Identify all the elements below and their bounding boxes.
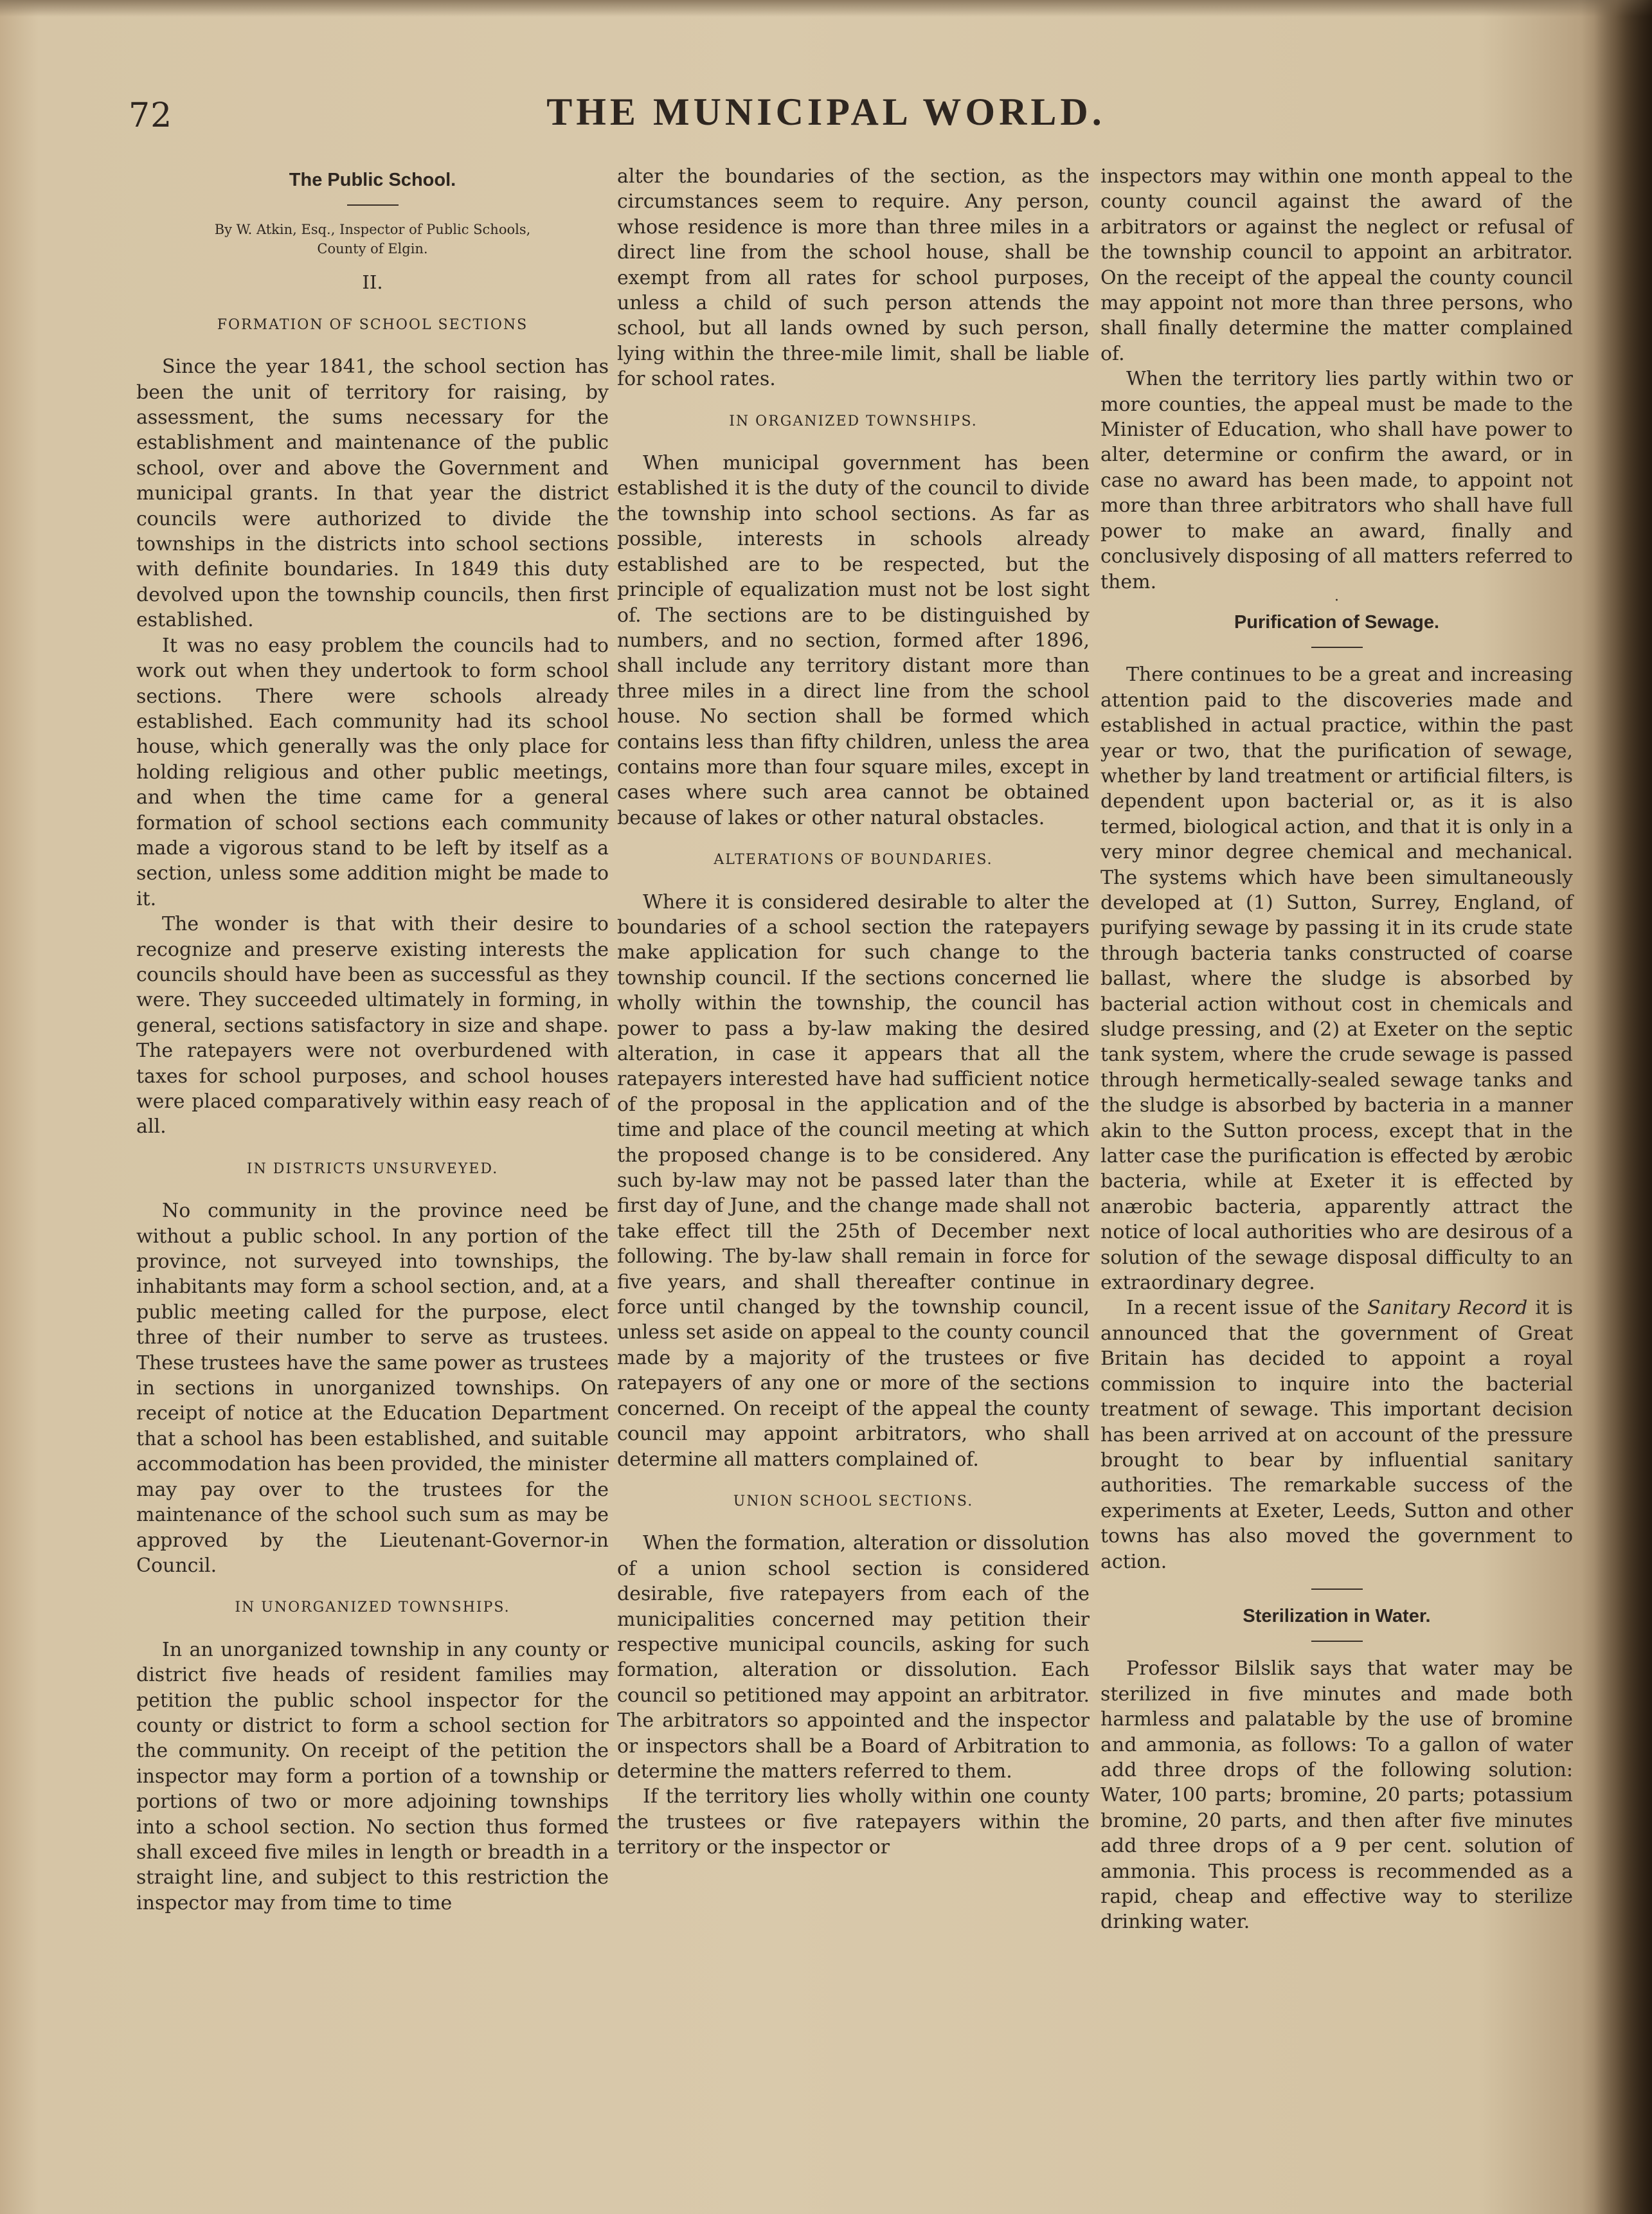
- part-number: II.: [362, 271, 383, 294]
- paragraph: In an unorganized township in any county or district five heads of resident families may petition the public school inspector for the county or district to form a school section for the community. On receipt of the petition the inspector may form a portion of a township or portions of two or more adjoining townships into a school section. No section thus formed shall exceed five miles in length or breadth in a straight line, and subject to this restriction the inspector may from time to time: [136, 1638, 609, 1914]
- paragraph: Professor Bilslik says that water may be sterilized in five minutes and made both harmless and palatable by the use of bromine and ammonia, as follows: To a gallon of water add three drops of the following solution: Water, 100 parts; bromine, 20 parts; potassium bromine, 20 parts, and then after five minutes add three drops of a 9 per cent. solution of ammonia. This process is recommended as a rapid, cheap and effective way to sterilize drinking water.: [1100, 1657, 1573, 1934]
- section-heading-organized: IN ORGANIZED TOWNSHIPS.: [729, 413, 978, 429]
- title-rule: [1311, 1641, 1363, 1642]
- page-top-edge: [0, 0, 1652, 17]
- column-2: [617, 164, 1090, 1860]
- masthead-title: THE MUNICIPAL WORLD.: [546, 91, 1106, 133]
- paragraph: If the territory lies wholly within one county the trustees or five ratepayers within the territory or the inspector or: [617, 1785, 1090, 1859]
- article-title-sewage: Purification of Sewage.: [1234, 611, 1440, 633]
- page-number: 72: [129, 96, 173, 135]
- column-1: [136, 164, 609, 1916]
- section-heading-unorganized: IN UNORGANIZED TOWNSHIPS.: [235, 1599, 510, 1616]
- publication-name: Sanitary Record: [1367, 1297, 1528, 1320]
- paragraph: Since the year 1841, the school section has been the unit of territory for raising, by assessment, the sums necessary for the establishment and maintenance of the public school, over and above the Government and municipal grants. In that year the district councils were authorized to divide the townships in the districts into school sections with definite boundaries. In 1849 this duty devolved upon the township councils, then first established.: [136, 356, 609, 632]
- paragraph-continued: alter the boundaries of the section, as the circumstances seem to require. Any person, whose residence is more than three miles in a direct line from the school house, shall be exempt from all rates for school purposes, unless a child of such person attends the school, but all lands owned by such person, lying within the three-mile limit, shall be liable for school rates.: [617, 165, 1090, 391]
- byline: [136, 220, 609, 258]
- paragraph: When the formation, alteration or dissolution of a union school section is considered desirable, five ratepayers from each of the municipalities concerned may petition their respective municipal councils, asking for such formation, alteration or dissolution. Each council so petitioned may appoint an arbitrator. The arbitrators so appointed and the inspector or inspectors shall be a Board of Arbitration to determine the matters referred to them.: [617, 1532, 1090, 1783]
- paragraph-continued: inspectors may within one month appeal to the county council against the award of the arbitrators or against the neglect or refusal of the township council to appoint an arbitrator. On the receipt of the appeal the county council may appoint not more than three persons, who shall finally determine the matter complained of.: [1100, 165, 1573, 365]
- article-title-public-school: The Public School.: [289, 170, 456, 190]
- book-gutter-shadow: [1581, 0, 1652, 2214]
- paragraph: No community in the province need be without a public school. In any portion of the province, not surveyed into townships, the inhabitants may form a school section, and, at a public meeting called for the purpose, elect three of their number to serve as trustees. These trustees have the same power as trustees in sections in unorganized townships. On receipt of notice at the Education Department that a school has been established, and suitable accommodation has been provided, the minister may pay over to the trustees for the maintenance of the school such sum as may be approved by the Lieutenant-Governor-in Council.: [136, 1200, 609, 1577]
- byline-line-1: By W. Atkin, Esq., Inspector of Public Schools,: [214, 222, 531, 238]
- section-heading-union: UNION SCHOOL SECTIONS.: [733, 1493, 974, 1509]
- paragraph: There continues to be a great and increasing attention paid to the discoveries made and established in actual practice, within the past year or two, that the purification of sewage, whether by land treatment or artificial filters, is dependent upon bacterial or, as it is also termed, biological action, and that it is only in a very minor degree chemical and mechanical. The systems which have been simultaneously developed at (1) Sutton, Surrey, England, of purifying sewage by passing it in its crude state through bacteria tanks constructed of coarse ballast, where the sludge is absorbed by bacterial action without cost in chemicals and sludge pressing, and (2) at Exeter on the septic tank system, where the crude sewage is passed through hermetically-sealed sewage tanks and the sludge is absorbed by bacteria in a manner akin to the Sutton process, except that in the latter case the purification is effected by ærobic bacteria, while at Exeter it is effected by anærobic bacteria, apparently attract the notice of local authorities who are desirous of a solution of the sewage disposal difficulty to an extraordinary degree.: [1100, 663, 1573, 1295]
- separator-dot: ·: [1334, 592, 1339, 609]
- paragraph: In a recent issue of the Sanitary Record it is announced that the government of Great Britain has decided to appoint a royal commission to inquire into the bacterial treatment of sewage. This important decision has been arrived at on account of the pressure brought to bear by influential sanitary authorities. The remarkable success of the experiments at Exeter, Leeds, Sutton and other towns has also moved the government to action.: [1100, 1297, 1574, 1573]
- title-rule: [347, 204, 399, 206]
- paragraph: It was no easy problem the councils had to work out when they undertook to form school sections. There were schools already established. Each community had its school house, which generally was the only place for holding religious and other public meetings, and when the time came for a general formation of school sections each community made a vigorous stand to be left by itself as a section, unless some addition might be made to it.: [136, 634, 609, 910]
- paragraph: When the territory lies partly within two or more counties, the appeal must be made to the Minister of Education, who shall have power to alter, determine or confirm the award, or in case no award has been made, to appoint not more than three arbitrators who shall have full power to make an award, finally and conclusively disposing of all matters referred to them.: [1100, 368, 1573, 593]
- section-heading-formation: FORMATION OF SCHOOL SECTIONS: [217, 316, 528, 333]
- paragraph: When municipal government has been established it is the duty of the council to divide the township into school sections. As far as possible, interests in schools already established are to be respected, but the principle of equalization must not be lost sight of. The sections are to be distinguished by numbers, and no section, formed after 1896, shall include any territory distant more than three miles in a direct line from the school house. No section shall be formed which contains less than fifty children, unless the area contains more than four square miles, except in cases where such area cannot be obtained because of lakes or other natural obstacles.: [617, 452, 1090, 829]
- byline-line-2: County of Elgin.: [317, 241, 428, 257]
- title-rule: [1311, 647, 1363, 648]
- column-3: [1100, 164, 1573, 1935]
- section-heading-unsurveyed: IN DISTRICTS UNSURVEYED.: [246, 1160, 499, 1177]
- paragraph: The wonder is that with their desire to recognize and preserve existing interests the councils should have been as successful as they were. They succeeded ultimately in forming, in general, sections satisfactory in size and shape. The ratepayers were not overburdened with taxes for school purposes, and school houses were placed comparatively within easy reach of all.: [136, 913, 609, 1138]
- article-rule: [1311, 1589, 1363, 1590]
- paragraph: Where it is considered desirable to alter the boundaries of a school section the ratepayers make application for such change to the township council. If the sections concerned lie wholly within the township, the council has power to pass a by-law making the desired alteration, in case it appears that all the ratepayers interested have had sufficient notice of the proposal in the application and of the time and place of the council meeting at which the proposed change is to be considered. Any such by-law may not be passed later than the first day of June, and the change made shall not take effect till the 25th of December next following. The by-law shall remain in force for five years, and shall thereafter continue in force until changed by the township council, unless set aside on appeal to the county council made by a majority of the trustees or five ratepayers of any one or more of the sections concerned. On receipt of the appeal the county council may appoint arbitrators, who shall determine all matters complained of.: [617, 890, 1090, 1471]
- section-heading-alterations: ALTERATIONS OF BOUNDARIES.: [714, 852, 993, 869]
- article-title-sterilization: Sterilization in Water.: [1243, 1605, 1431, 1626]
